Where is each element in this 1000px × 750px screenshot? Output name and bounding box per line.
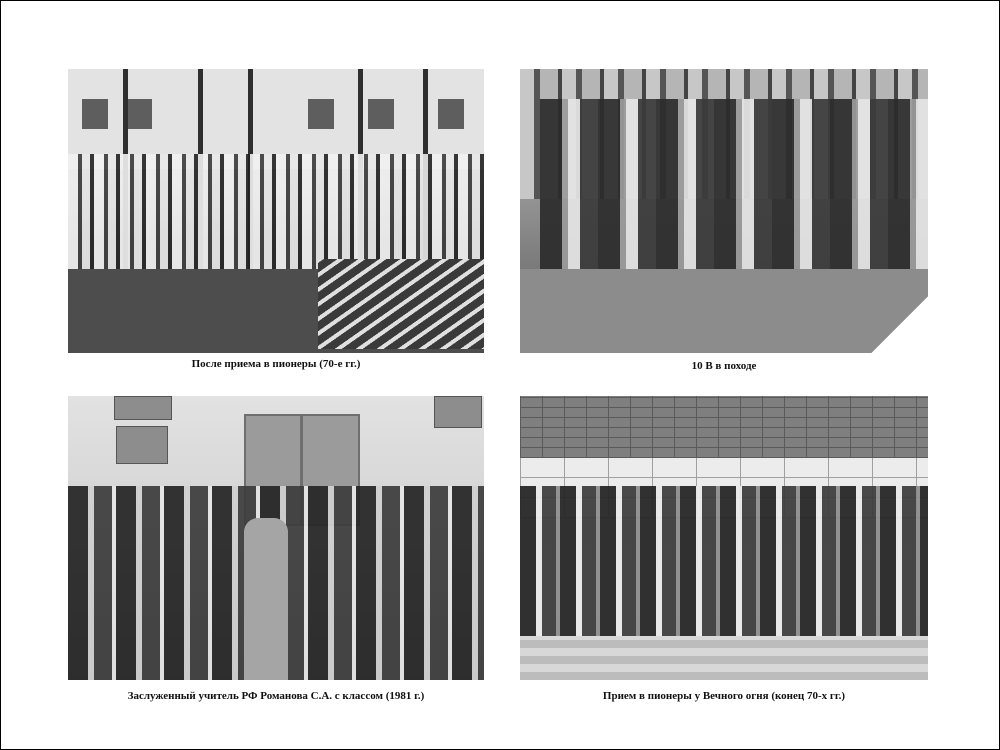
photo-caption: Прием в пионеры у Вечного огня (конец 70-х гг.)	[602, 690, 846, 702]
photo-class-hike	[520, 69, 928, 353]
photo-pioneers-initiation	[68, 69, 484, 353]
photo-caption: Заслуженный учитель РФ Романова С.А. с классом (1981 г.)	[127, 690, 425, 702]
photo-caption: 10 В в походе	[691, 360, 757, 372]
photo-eternal-flame-ceremony	[520, 396, 928, 680]
photo-teacher-with-class	[68, 396, 484, 680]
photo-caption: После приема в пионеры (70-е гг.)	[191, 358, 361, 370]
